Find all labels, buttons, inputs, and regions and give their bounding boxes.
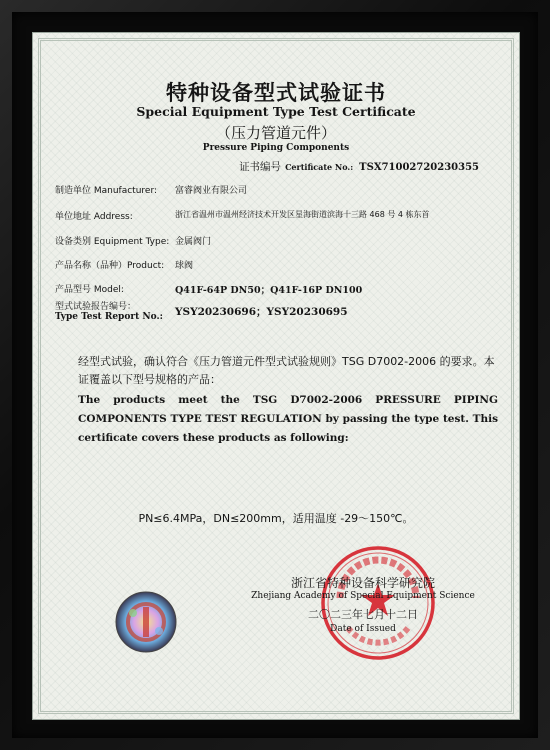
cert-no-label-en: Certificate No.: (285, 162, 354, 172)
body-paragraph-en: The products meet the TSG D7002-2006 PRESSURE PIPING COMPONENTS TYPE TEST REGULATION by passing the type test. This certificate covers these products as following: (78, 394, 498, 444)
hologram-sticker-icon (115, 591, 177, 653)
field-label-report-no-en (55, 312, 163, 322)
field-value-model: Q41F-64P DN50；Q41F-16P DN100 (175, 285, 363, 296)
issue-date-cn: 二〇二三年七月十二日 (308, 608, 418, 621)
field-label-manufacturer: 制造单位 Manufacturer: (55, 186, 158, 196)
field-value-product: 球阀 (175, 261, 194, 271)
field-value-report-no: YSY20230696；YSY20230695 (175, 306, 348, 318)
field-label-equipment-type: 设备类别 Equipment Type: (55, 237, 170, 247)
field-label-product: 产品名称（品种）Product: (55, 261, 165, 271)
subtitle-en: Pressure Piping Components (202, 143, 350, 153)
certificate-paper (32, 32, 520, 720)
official-red-seal-icon (318, 543, 438, 663)
field-value-address: 浙江省温州市温州经济技术开发区星海街道滨海十三路 468 号 4 栋东首 (175, 210, 430, 219)
issuer-org-cn: 浙江省特种设备科学研究院 (290, 576, 435, 590)
title-en: Special Equipment Type Test Certificate (136, 104, 416, 119)
cert-no-label-cn: 证书编号 (239, 161, 282, 173)
product-spec: PN≤6.4MPa，DN≤200mm，适用温度 -29～150℃。 (138, 512, 414, 525)
title-cn: 特种设备型式试验证书 (166, 81, 386, 105)
issuer-org-en: Zhejiang Academy of Special Equipment Science (251, 591, 475, 601)
field-value-equipment-type: 金属阀门 (175, 237, 212, 247)
field-label-address: 单位地址 Address: (55, 212, 133, 222)
field-label-report-no: 型式试验报告编号： (55, 302, 137, 312)
cert-no-value: TSX71002720230355 (359, 162, 479, 173)
issue-date-label-en: Date of Issued (330, 624, 396, 634)
report-no-label-en: Type Test Report No.: (55, 312, 163, 322)
field-label-model: 产品型号 Model: (55, 285, 124, 295)
certificate-number (239, 159, 479, 174)
subtitle-cn: （压力管道元件） (215, 124, 336, 142)
field-value-manufacturer: 富睿阀业有限公司 (175, 186, 248, 196)
body-paragraph-cn: 经型式试验，确认符合《压力管道元件型式试验规则》TSG D7002-2006 的要求。本证覆盖以下型号规格的产品： (78, 355, 495, 386)
